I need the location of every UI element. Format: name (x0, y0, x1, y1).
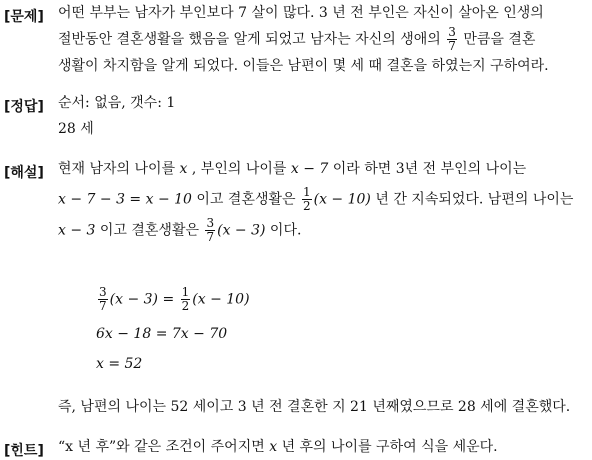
equation-1-end: (x − 10) (192, 291, 250, 308)
fraction-3-7 (205, 217, 215, 244)
explanation-line-1 (58, 156, 588, 182)
conclusion (58, 394, 588, 420)
fraction-denominator: 2 (181, 299, 190, 313)
problem-line-2-b: 만큼을 결혼 (463, 31, 536, 48)
hint-b: 년 후의 나이를 구하여 식을 세운다. (281, 439, 498, 455)
expl-l3-expr2: (x − 3) (217, 222, 266, 239)
equation-1 (96, 286, 250, 313)
expl-l3-a: 이고 결혼생활은 (99, 222, 200, 239)
fraction-denominator: 7 (99, 299, 107, 313)
equation-2: 6x − 18 = 7x − 70 (96, 326, 228, 342)
fraction-denominator: 2 (302, 199, 311, 213)
fraction-numerator: 3 (448, 25, 456, 39)
conclusion-line: 즉, 남편의 나이는 52 세이고 3 년 전 결혼한 지 21 년째였으므로 28 세에 결혼했다. (58, 399, 571, 415)
fraction-3-7 (447, 26, 457, 53)
problem-line-2 (58, 26, 588, 53)
fraction-denominator: 7 (448, 39, 456, 53)
expl-l2-expr2: (x − 10) (313, 191, 371, 208)
equation-1-mid: (x − 3) = (109, 291, 175, 308)
expl-l2-a: 이고 결혼생활은 (196, 191, 296, 208)
explanation-line-3 (58, 217, 588, 244)
fraction-numerator: 1 (302, 185, 311, 199)
expl-l1-b: , 부인의 나이를 (191, 161, 287, 177)
expl-l2-expr: x − 7 − 3 = x − 10 (58, 191, 192, 208)
fraction-numerator: 3 (99, 285, 107, 299)
answer-line-2: 28 세 (58, 121, 94, 137)
explanation-line-2 (58, 186, 588, 213)
problem-tag: [문제] (4, 9, 44, 25)
expl-l3-b: 이다. (269, 222, 302, 239)
expl-l3-expr: x − 3 (58, 222, 96, 239)
fraction-3-7 (98, 286, 108, 313)
explanation-tag: [해설] (4, 165, 44, 181)
hint-a: “x 년 후”와 같은 조건이 주어지면 (58, 439, 265, 455)
fraction-numerator: 3 (206, 216, 215, 230)
hint-text (58, 434, 588, 460)
expl-l1-a: 현재 남자의 나이를 (58, 161, 176, 177)
answer-tag: [정답] (4, 99, 44, 115)
problem-line-1: 어떤 부부는 남자가 부인보다 7 살이 많다. 3 년 전 부인은 자신이 살아온 인생의 (58, 5, 544, 21)
problem-line-3: 생활이 차지함을 알게 되었다. 이들은 남편이 몇 세 때 결혼을 하였는지 구하여라. (58, 58, 549, 74)
answer-line-1: 순서: 없음, 갯수: 1 (58, 95, 176, 111)
expl-l1-expr: x − 7 (290, 161, 329, 177)
answer-text (58, 90, 588, 142)
expl-l2-b: 년 간 지속되었다. 남편의 나이는 (375, 191, 574, 208)
fraction-denominator: 7 (206, 230, 215, 244)
explanation-text (58, 156, 588, 244)
problem-line-2-a: 절반동안 결혼생활을 했음을 알게 되었고 남자는 자신의 생애의 (58, 31, 441, 48)
problem-text (58, 0, 588, 79)
expl-l1-c: 이라 하면 3년 전 부인의 나이는 (332, 161, 527, 177)
hint-x: x (269, 439, 278, 455)
hint-line (58, 434, 588, 460)
equation-3: x = 52 (96, 356, 143, 372)
expl-l1-x: x (179, 161, 188, 177)
fraction-1-2 (302, 186, 312, 213)
hint-tag: [힌트] (4, 443, 44, 459)
fraction-numerator: 1 (181, 285, 190, 299)
fraction-1-2 (181, 286, 191, 313)
